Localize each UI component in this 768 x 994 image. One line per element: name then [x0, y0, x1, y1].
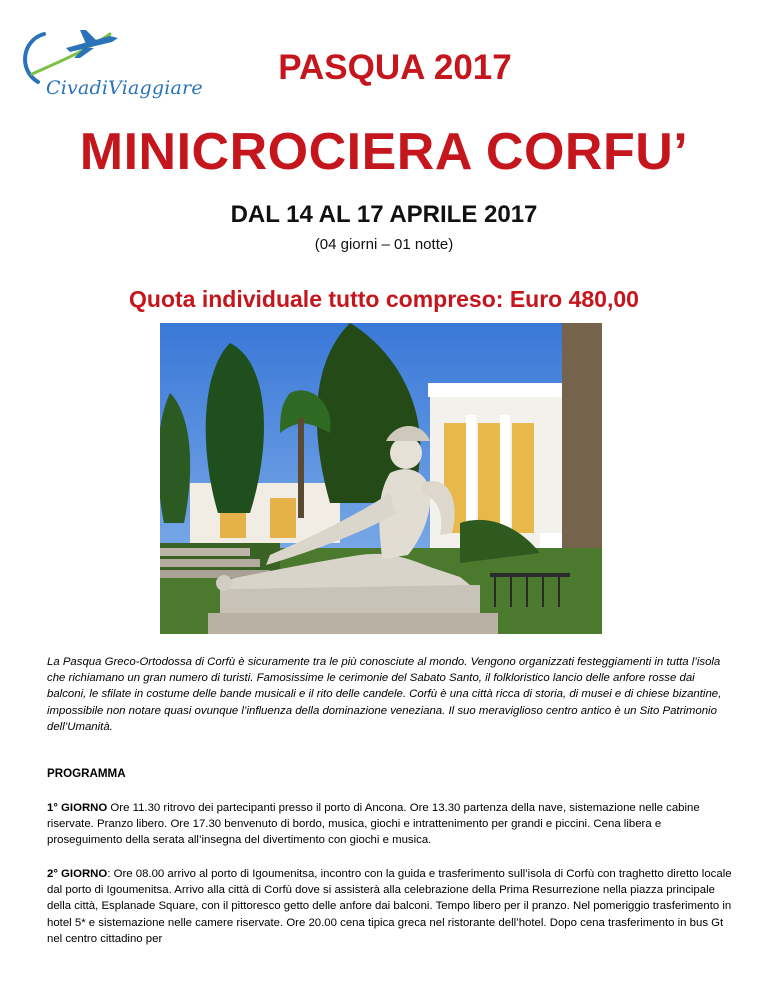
day-2-label: 2° GIORNO: [47, 868, 108, 880]
achilles-statue-photo: [160, 323, 602, 634]
page-title: MINICROCIERA CORFU’: [79, 123, 689, 181]
trip-duration: (04 giorni – 01 notte): [314, 236, 454, 253]
day-2-paragraph: [47, 866, 737, 947]
day-1-paragraph: [47, 800, 737, 849]
intro-paragraph: La Pasqua Greco-Ortodossa di Corfù è sicuramente tra le più conosciute al mondo. Vengono organizzati festeggiamenti in tutta l’isola che richiamano un gran numero di turisti. Famosissime le cerimonie del Sabato Santo, il folkloristico lancio delle anfore rosse dai balconi, le sfilate in costume delle bande musicali e il rito delle candele. Corfù è una città ricca di storia, di musei e di chiese bizantine, impossibile non notare quasi ovunque l’influenza della dominazione veneziana. Il suo meraviglioso centro antico è un Sito Patrimonio dell’Umanità.: [47, 656, 722, 733]
programma-heading: PROGRAMMA: [47, 767, 126, 780]
statue-photo-icon: [160, 323, 602, 634]
day-2-text: : Ore 08.00 arrivo al porto di Igoumenitsa, incontro con la guida e trasferimento sull’isola di Corfù con traghetto diretto locale dal porto di Igoumenitsa. Arrivo alla città di Corfù dove si assisterà alla celebrazione della Prima Resurrezione nella piazza principale della città, Esplanade Square, con il pittoresco getto delle anfore dai balconi. Tempo libero per il pranzo. Nel pomeriggio trasferimento in hotel 5* e sistemazione nelle camere riservate. Ore 20.00 cena tipica greca nel ristorante dell’hotel. Dopo cena trasferimento in bus Gt nel centro cittadino per: [47, 868, 732, 945]
trip-dates: DAL 14 AL 17 APRILE 2017: [230, 201, 538, 228]
day-1-text: Ore 11.30 ritrovo dei partecipanti presso il porto di Ancona. Ore 13.30 partenza della nave, sistemazione nelle cabine riservate. Pranzo libero. Ore 17.30 benvenuto di bordo, musica, giochi e intrattenimento per grandi e piccini. Cena libera e proseguimento della serata all’insegna del divertimento con giochi e musica.: [47, 802, 700, 847]
day-1-label: 1° GIORNO: [47, 802, 108, 814]
easter-headline: PASQUA 2017: [278, 48, 512, 87]
price-line: Quota individuale tutto compreso: Euro 480,00: [129, 286, 639, 312]
logo-wordmark: CivadiViaggiare: [46, 77, 203, 99]
